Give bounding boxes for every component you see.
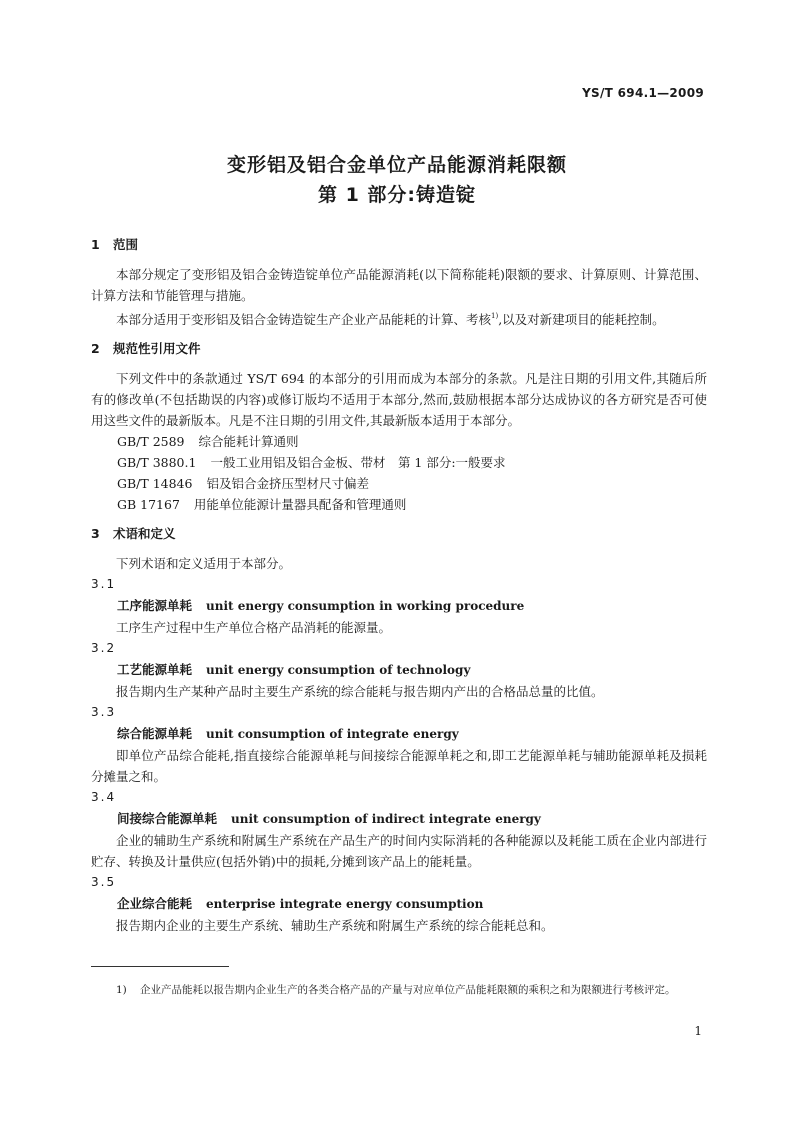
footnote: [116, 980, 706, 1000]
reference-code: GB/T 14846: [117, 476, 193, 491]
reference-item: [91, 473, 707, 494]
term-definition: 工序生产过程中生产单位合格产品消耗的能源量。: [116, 620, 392, 635]
section-2-heading: [91, 338, 707, 359]
term-chinese: 工序能源单耗: [117, 598, 193, 613]
section-1-heading: [91, 234, 707, 255]
section-number: 2: [91, 341, 100, 356]
term-heading: [91, 808, 707, 830]
reference-title: 综合能耗计算通则: [198, 434, 299, 449]
term-english: unit consumption of indirect integrate energy: [231, 812, 541, 826]
term-definition: 企业的辅助生产系统和附属生产系统在产品生产的时间内实际消耗的各种能源以及耗能工质在企业内部进行贮存、转换及计量供应(包括外销)中的损耗,分摊到该产品上的能耗量。: [91, 833, 707, 869]
document-title: 变形铝及铝合金单位产品能源消耗限额: [226, 154, 567, 176]
reference-code: GB/T 2589: [117, 434, 185, 449]
term-number: 3.3: [91, 705, 117, 719]
term-number: 3.5: [91, 875, 117, 889]
footnote-reference[interactable]: 1): [491, 312, 499, 320]
reference-code: GB/T 3880.1: [117, 455, 197, 470]
page-number: 1: [694, 1024, 702, 1038]
reference-item: [91, 452, 707, 473]
document-subtitle: 第 1 部分:铸造锭: [317, 184, 477, 206]
paragraph: 下列术语和定义适用于本部分。: [116, 556, 292, 571]
term-heading: [91, 595, 707, 617]
paragraph: 下列文件中的条款通过 YS/T 694 的本部分的引用而成为本部分的条款。凡是注日期的引用文件,其随后所有的修改单(不包括勘误的内容)或修订版均不适用于本部分,然而,鼓励根据本部分达成协议的各方研究是否可使用这些文件的最新版本。凡是不注日期的引用文件,其最新版本适用于本部分。: [91, 371, 707, 428]
term-chinese: 企业综合能耗: [117, 896, 193, 911]
standard-code: YS/T 694.1—2009: [582, 86, 704, 100]
term-english: unit energy consumption in working procedure: [206, 599, 525, 613]
reference-title: 用能单位能源计量器具配备和管理通则: [193, 497, 407, 512]
term-number: 3.2: [91, 641, 117, 655]
reference-title: 铝及铝合金挤压型材尺寸偏差: [206, 476, 369, 491]
term-english: enterprise integrate energy consumption: [206, 897, 484, 911]
document-body: [91, 234, 707, 936]
term-definition: 报告期内企业的主要生产系统、辅助生产系统和附属生产系统的综合能耗总和。: [116, 918, 554, 933]
reference-title: 一般工业用铝及铝合金板、带材 第 1 部分:一般要求: [210, 455, 506, 470]
term-english: unit consumption of integrate energy: [206, 727, 459, 741]
reference-item: [91, 431, 707, 452]
section-title: 术语和定义: [113, 526, 176, 541]
term-definition: 即单位产品综合能耗,指直接综合能源单耗与间接综合能源单耗之和,即工艺能源单耗与辅助能源单耗及损耗分摊量之和。: [91, 748, 707, 784]
footnote-divider: [91, 966, 229, 967]
section-number: 1: [91, 237, 100, 252]
paragraph: 本部分规定了变形铝及铝合金铸造锭单位产品能源消耗(以下简称能耗)限额的要求、计算原则、计算范围、计算方法和节能管理与措施。: [91, 267, 707, 303]
term-definition: 报告期内生产某种产品时主要生产系统的综合能耗与报告期内产出的合格品总量的比值。: [116, 684, 604, 699]
footnote-mark: 1): [116, 984, 127, 996]
term-number: 3.1: [91, 577, 117, 591]
term-heading: [91, 659, 707, 681]
section-title: 范围: [113, 237, 139, 252]
paragraph-text: 本部分适用于变形铝及铝合金铸造锭生产企业产品能耗的计算、考核: [116, 312, 492, 327]
section-3-heading: [91, 523, 707, 544]
section-number: 3: [91, 526, 100, 541]
term-chinese: 综合能源单耗: [117, 726, 193, 741]
term-english: unit energy consumption of technology: [206, 663, 471, 677]
reference-code: GB 17167: [117, 497, 180, 512]
reference-item: [91, 494, 707, 515]
term-heading: [91, 893, 707, 915]
paragraph: [91, 306, 707, 330]
paragraph-text: ,以及对新建项目的能耗控制。: [498, 312, 665, 327]
section-title: 规范性引用文件: [113, 341, 201, 356]
footnote-text: 企业产品能耗以报告期内企业生产的各类合格产品的产量与对应单位产品能耗限额的乘积之和为限额进行考核评定。: [140, 984, 676, 996]
term-number: 3.4: [91, 790, 117, 804]
term-chinese: 工艺能源单耗: [117, 662, 193, 677]
term-heading: [91, 723, 707, 745]
term-chinese: 间接综合能源单耗: [117, 811, 218, 826]
